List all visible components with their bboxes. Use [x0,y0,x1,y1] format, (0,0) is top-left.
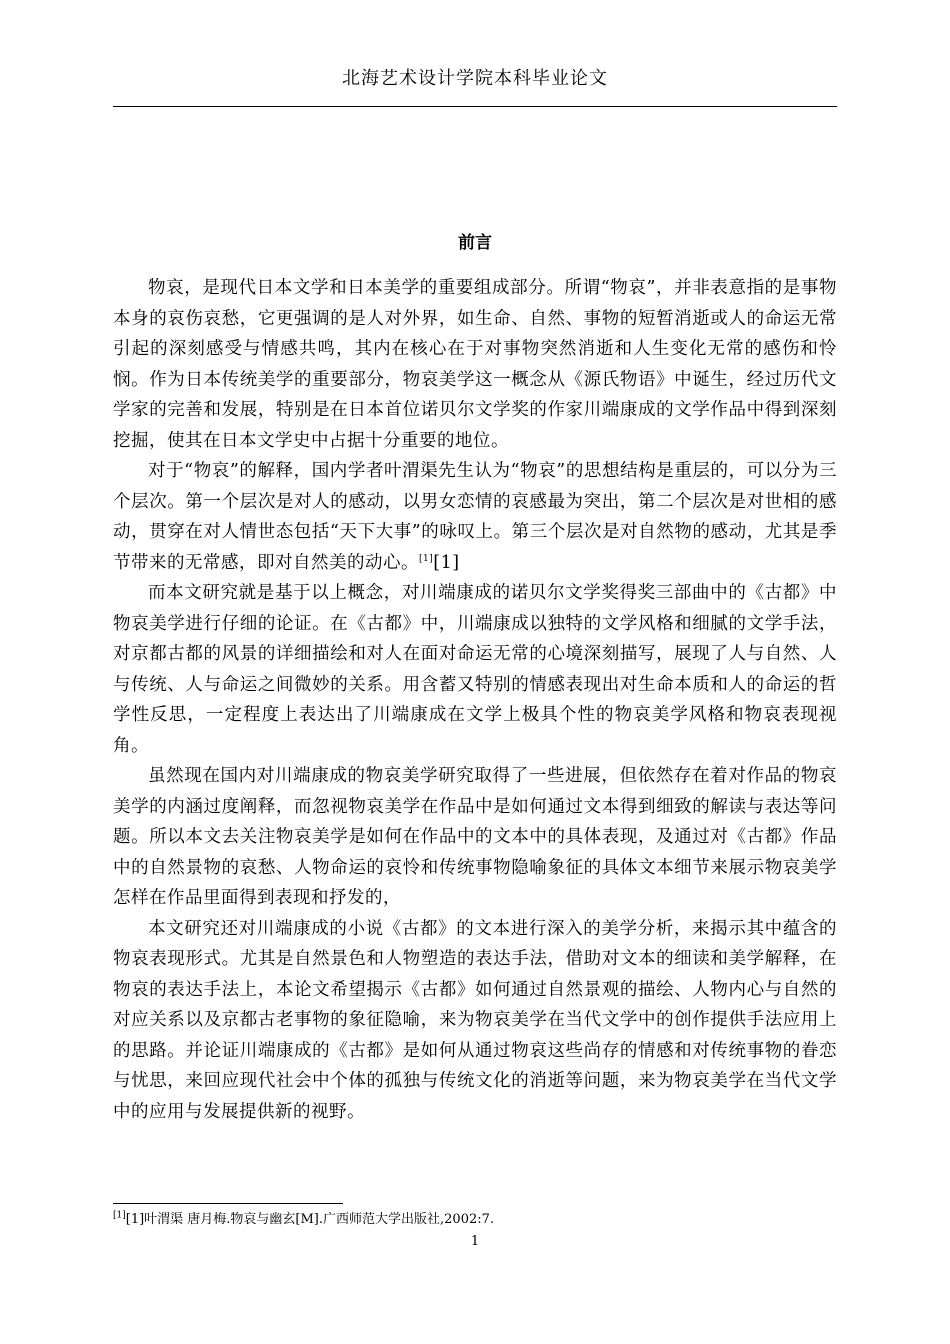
paragraph: 本文研究还对川端康成的小说《古都》的文本进行深入的美学分析，来揭示其中蕴含的物哀表现形式。尤其是自然景色和人物塑造的表达手法，借助对文本的细读和美学解释，在物哀的表达手法上，本论文希望揭示《古都》如何通过自然景观的描绘、人物内心与自然的对应关系以及京都古老事物的象征隐喻，来为物哀美学在当代文学中的创作提供手法应用上的思路。并论证川端康成的《古都》是如何从通过物哀这些尚存的情感和对传统事物的眷恋与忧思，来回应现代社会中个体的孤独与传统文化的消逝等问题，来为物哀美学在当代文学中的应用与发展提供新的视野。 [113,918,837,1122]
paragraph: 而本文研究就是基于以上概念，对川端康成的诺贝尔文学奖得奖三部曲中的《古都》中物哀美学进行仔细的论证。在《古都》中，川端康成以独特的文学风格和细腻的文学手法，对京都古都的风景的详细描绘和对人在面对命运无常的心境深刻描写，展现了人与自然、人与传统、人与命运之间微妙的关系。用含蓄又特别的情感表现出对生命本质和人的命运的哲学性反思，一定程度上表达出了川端康成在文学上极具个性的物哀美学风格和物哀表现视角。 [113,583,837,756]
paragraph [113,456,837,578]
footnote-superscript: [1] [113,1210,126,1221]
paragraph: 虽然现在国内对川端康成的物哀美学研究取得了一些进展，但依然存在着对作品的物哀美学的内涵过度阐释，而忽视物哀美学在作品中是如何通过文本得到细致的解读与表达等问题。所以本文去关注物哀美学是如何在作品中的文本中的具体表现，及通过对《古都》作品中的自然景物的哀愁、人物命运的哀怜和传统事物隐喻象征的具体文本细节来展示物哀美学怎样在作品里面得到表现和抒发的， [113,766,837,908]
paragraph-text: 对于“物哀”的解释，国内学者叶渭渠先生认为“物哀”的思想结构是重层的，可以分为三个层次。第一个层次是对人的感动，以男女恋情的哀感最为突出，第二个层次是对世相的感动，贯穿在对人情世态包括“天下大事”的咏叹上。第三个层次是对自然物的感动，尤其是季节带来的无常感，即对自然美的动心。 [113,461,837,573]
footnote-text: [1]叶渭渠 唐月梅.物哀与幽玄[M].广西师范大学出版社,2002:7. [125,1212,495,1227]
page-header: 北海艺术设计学院本科毕业论文 [342,68,608,89]
footnote-rule [113,1203,343,1204]
citation-marker: [1] [433,552,460,573]
citation-superscript[interactable]: [1] [419,553,434,564]
body-text [113,273,837,1127]
paragraph: 物哀，是现代日本文学和日本美学的重要组成部分。所谓“物哀”，并非表意指的是事物本身的哀伤哀愁，它更强调的是人对外界，如生命、自然、事物的短暂消逝或人的命运无常引起的深刻感受与情感共鸣，其内在核心在于对事物突然消逝和人生变化无常的感伤和怜悯。作为日本传统美学的重要部分，物哀美学这一概念从《源氏物语》中诞生，经过历代文学家的完善和发展，特别是在日本首位诺贝尔文学奖的作家川端康成的文学作品中得到深刻挖掘，使其在日本文学史中占据十分重要的地位。 [113,278,837,451]
footnote [113,1210,837,1230]
section-title: 前言 [458,233,492,253]
header-rule [113,106,837,107]
page-number: 1 [470,1234,480,1249]
